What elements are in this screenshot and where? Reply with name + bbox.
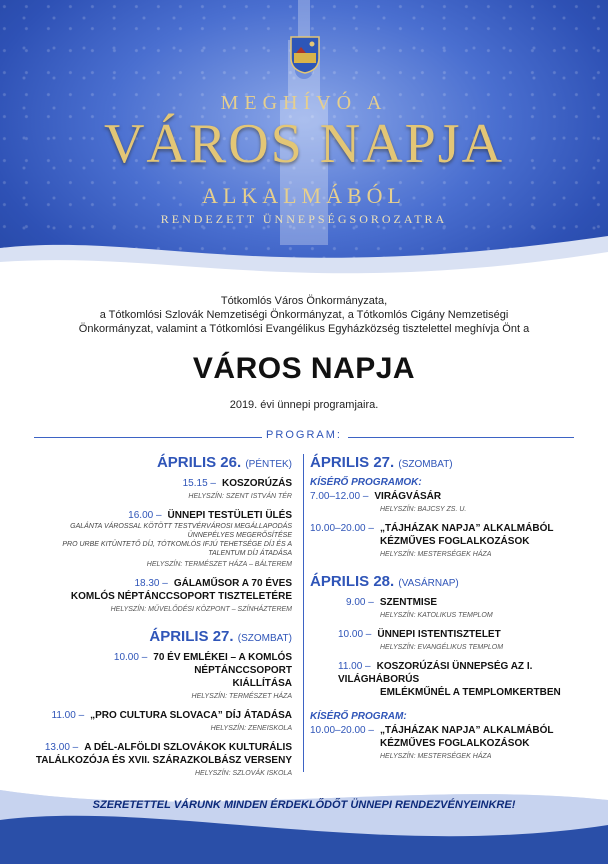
event-item — [28, 741, 292, 780]
event-name: „TÁJHÁZAK NAPJA” ALKALMÁBÓL — [379, 725, 554, 736]
event-item — [310, 596, 580, 622]
header-title: VÁROS NAPJA — [103, 113, 505, 175]
program-left-column — [28, 454, 292, 780]
header-line-4: RENDEZETT ÜNNEPSÉGSOROZATRA — [160, 212, 448, 226]
event-place: HELYSZÍN: TERMÉSZET HÁZA – BÁLTEREM — [146, 561, 292, 568]
event-time: 18.30 – — [134, 578, 168, 589]
event-name: 70 ÉV EMLÉKEI – A KOMLÓS NÉPTÁNCCSOPORT — [153, 652, 292, 676]
event-place: HELYSZÍN: BAJCSY ZS. U. — [380, 506, 467, 513]
side-program-label: KÍSÉRŐ PROGRAMOK: — [310, 477, 422, 488]
event-item — [28, 651, 292, 703]
day-heading — [28, 628, 292, 645]
event-item — [310, 628, 580, 654]
side-program-label: KÍSÉRŐ PROGRAM: — [310, 711, 407, 722]
event-name: A DÉL-ALFÖLDI SZLOVÁKOK KULTURÁLIS — [84, 742, 292, 753]
event-name: GÁLAMŰSOR A 70 ÉVES — [173, 578, 292, 589]
event-place: HELYSZÍN: MESTERSÉGEK HÁZA — [380, 753, 492, 760]
header-line-3: ALKALMÁBÓL — [202, 183, 406, 208]
day-date: ÁPRILIS 28. — [310, 573, 395, 590]
day-date: ÁPRILIS 26. — [156, 454, 242, 471]
closing-line: SZERETETTEL VÁRUNK MINDEN ÉRDEKLŐDŐT ÜNNEPI RENDEZVÉNYEINKRE! — [92, 799, 516, 811]
event-time: 16.00 – — [128, 510, 162, 521]
event-title: VÁROS NAPJA — [192, 352, 416, 385]
event-name-cont: KÉZMŰVES FOGLALKOZÁSOK — [380, 536, 530, 547]
event-item — [310, 724, 580, 763]
day-of-week: (SZOMBAT) — [398, 459, 453, 470]
event-name: ÜNNEPI ISTENTISZTELET — [377, 629, 501, 640]
event-place: HELYSZÍN: SZENT ISTVÁN TÉR — [188, 493, 292, 500]
column-divider — [303, 454, 304, 772]
event-place: HELYSZÍN: MŰVELŐDÉSI KÖZPONT – SZÍNHÁZTEREM — [110, 606, 292, 613]
event-place: HELYSZÍN: TERMÉSZET HÁZA — [191, 693, 292, 700]
event-item — [310, 490, 580, 516]
event-name: KOSZORÚZÁSI ÜNNEPSÉG AZ I. VILÁGHÁBORÚS — [338, 661, 533, 685]
event-time: 11.00 – — [51, 710, 85, 721]
event-name: „PRO CULTURA SLOVACA” DÍJ ÁTADÁSA — [90, 710, 292, 721]
event-time: 11.00 – — [338, 661, 371, 672]
event-name: SZENTMISE — [379, 597, 438, 608]
event-item — [28, 709, 292, 735]
event-name: KOSZORÚZÁS — [222, 478, 292, 489]
event-item — [310, 660, 580, 699]
day-heading — [28, 454, 292, 471]
event-place: HELYSZÍN: EVANGÉLIKUS TEMPLOM — [380, 644, 504, 651]
event-description: PRO URBE KITÜNTETŐ DÍJ, TÓTKOMLÓS IFJÚ TEHETSÉGE DÍJ ÉS A TALENTUM DÍJ ÁTADÁSA — [62, 541, 292, 557]
event-time: 10.00–20.00 – — [310, 725, 374, 736]
event-name: VIRÁGVÁSÁR — [374, 491, 442, 502]
program-right-column — [310, 454, 580, 763]
day-heading — [310, 573, 580, 590]
event-name-cont: KOMLÓS NÉPTÁNCCSOPORT TISZTELETÉRE — [70, 591, 292, 602]
event-item — [28, 577, 292, 616]
intro-line-3: Önkormányzat, valamint a Tótkomlósi Evangélikus Egyházközség tisztelettel meghívja Önt a — [78, 323, 530, 335]
event-item — [28, 509, 292, 571]
day-of-week: (SZOMBAT) — [237, 633, 292, 644]
program-label: PROGRAM: — [266, 429, 342, 441]
day-of-week: (PÉNTEK) — [245, 459, 292, 470]
event-place: HELYSZÍN: ZENEISKOLA — [210, 725, 292, 732]
event-place: HELYSZÍN: KATOLIKUS TEMPLOM — [380, 612, 493, 619]
event-place: HELYSZÍN: MESTERSÉGEK HÁZA — [380, 551, 492, 558]
event-name-cont: EMLÉKMŰNÉL A TEMPLOMKERTBEN — [380, 687, 561, 698]
day-of-week: (VASÁRNAP) — [398, 578, 459, 589]
day-heading — [310, 454, 580, 471]
event-description: GALÁNTA VÁROSSAL KÖTÖTT TESTVÉRVÁROSI MEGÁLLAPODÁS ÜNNEPÉLYES MEGERŐSÍTÉSE — [70, 523, 292, 539]
event-name: ÜNNEPI TESTÜLETI ÜLÉS — [167, 510, 292, 521]
event-subtitle: 2019. évi ünnepi programjaira. — [229, 399, 379, 411]
intro-line-2: a Tótkomlósi Szlovák Nemzetiségi Önkormányzat, a Tótkomlós Cigány Nemzetiségi — [99, 309, 509, 321]
day-date: ÁPRILIS 27. — [149, 628, 234, 645]
event-time: 10.00–20.00 – — [310, 523, 374, 534]
event-item — [310, 522, 580, 561]
header-line-1: MEGHÍVÓ A — [220, 92, 388, 114]
event-time: 7.00–12.00 – — [310, 491, 369, 502]
intro-line-1: Tótkomlós Város Önkormányzata, — [220, 295, 388, 307]
event-name: „TÁJHÁZAK NAPJA” ALKALMÁBÓL — [379, 523, 554, 534]
day-date: ÁPRILIS 27. — [310, 454, 395, 471]
event-name-cont: TALÁLKOZÓJA ÉS XVII. SZÁRAZKOLBÁSZ VERSENY — [35, 755, 292, 766]
event-time: 10.00 – — [338, 629, 372, 640]
event-name-cont: KIÁLLÍTÁSA — [232, 678, 292, 689]
event-item — [28, 477, 292, 503]
intro-text — [0, 294, 608, 336]
event-time: 9.00 – — [346, 597, 374, 608]
event-time: 10.00 – — [113, 652, 148, 663]
event-time: 15.15 – — [182, 478, 216, 489]
event-place: HELYSZÍN: SZLOVÁK ISKOLA — [194, 770, 292, 777]
program-divider — [34, 429, 574, 445]
event-name-cont: KÉZMŰVES FOGLALKOZÁSOK — [380, 738, 530, 749]
event-time: 13.00 – — [44, 742, 79, 753]
